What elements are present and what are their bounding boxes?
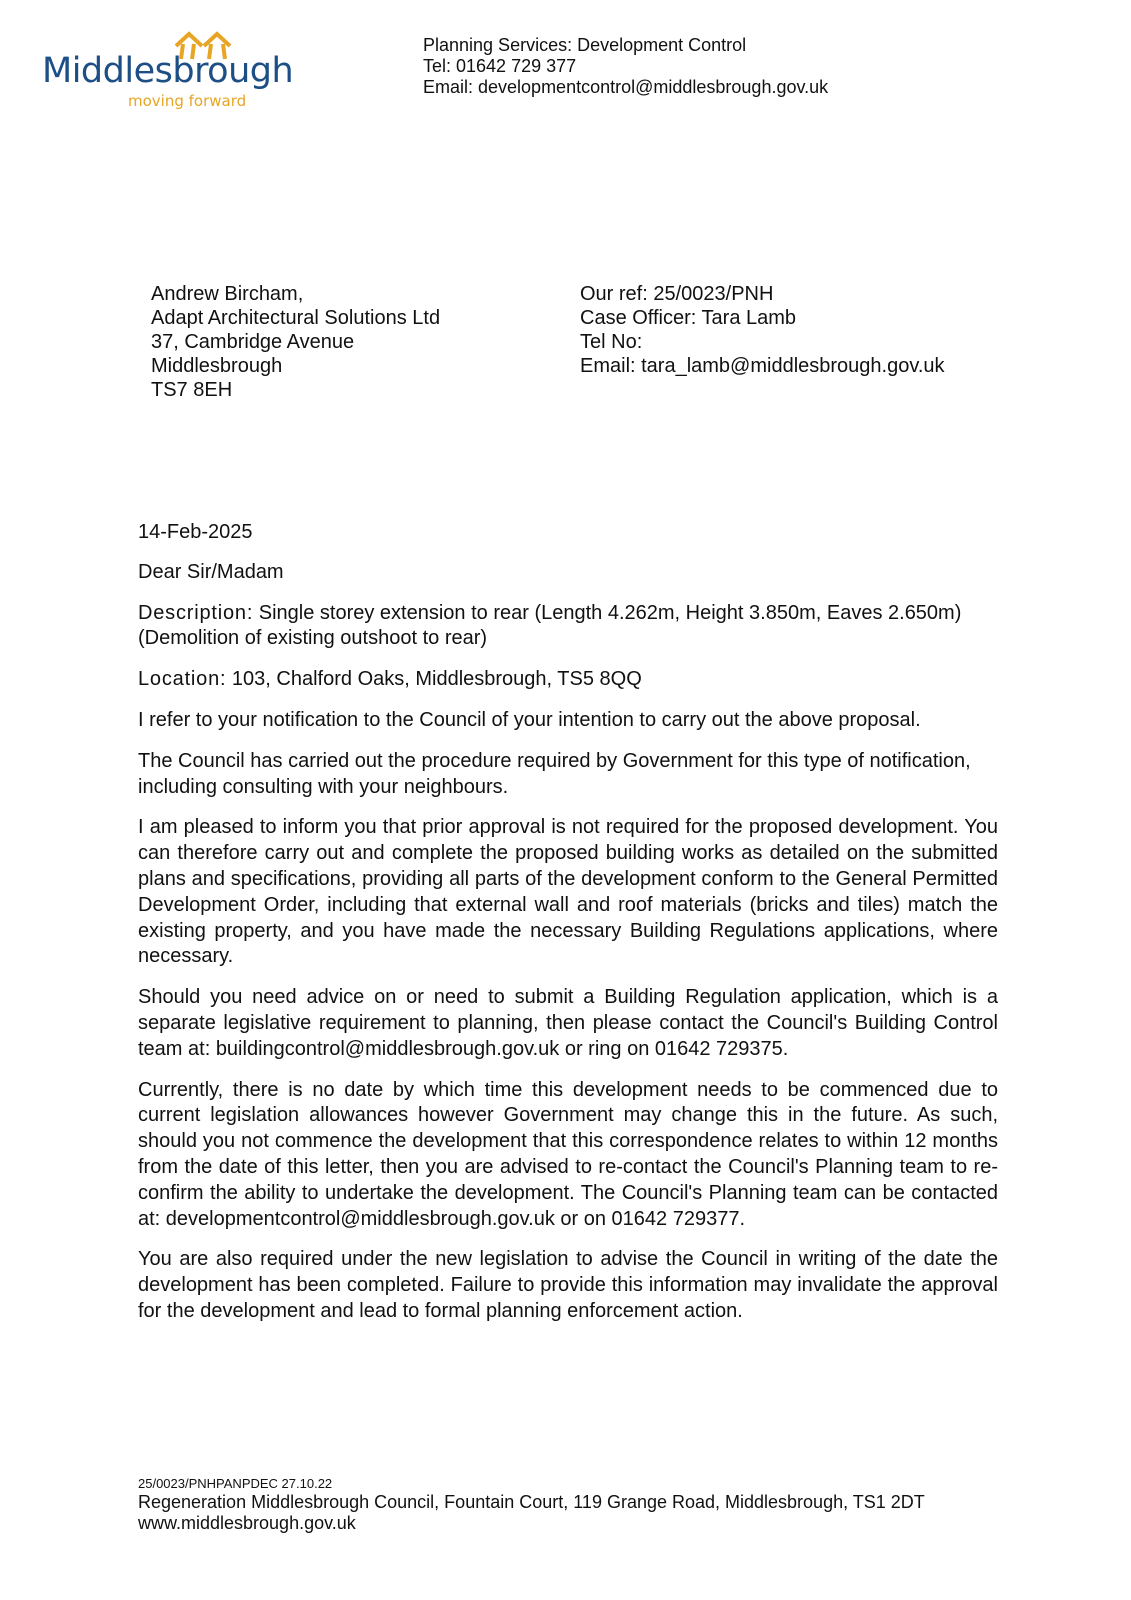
- description: [138, 601, 998, 653]
- location-text: 103, Chalford Oaks, Middlesbrough, TS5 8QQ: [226, 668, 642, 691]
- department-email: Email: developmentcontrol@middlesbrough.gov.uk: [423, 77, 829, 97]
- officer-email: Email: tara_lamb@middlesbrough.gov.uk: [580, 355, 945, 377]
- address-line: Andrew Bircham,: [151, 283, 304, 305]
- department-name: Planning Services: Development Control: [423, 35, 747, 55]
- case-officer: Case Officer: Tara Lamb: [580, 307, 797, 329]
- footer: [138, 1476, 925, 1534]
- address-line: 37, Cambridge Avenue: [151, 331, 355, 353]
- address-line: Adapt Architectural Solutions Ltd: [151, 307, 441, 329]
- address-line: Middlesbrough: [151, 355, 283, 377]
- letter-body: [138, 520, 998, 1340]
- tel-no: Tel No:: [580, 331, 643, 353]
- middlesbrough-logo: [40, 28, 300, 118]
- website-link[interactable]: www.middlesbrough.gov.uk: [138, 1513, 356, 1533]
- letter-date: 14-Feb-2025: [138, 521, 253, 543]
- location: [138, 667, 998, 693]
- paragraph-completion: You are also required under the new legislation to advise the Council in writing of the date the development has been completed. Failure to provide this information may invalidate the approval for the development and lead to formal planning enforcement action.: [138, 1248, 998, 1322]
- paragraph-procedure: The Council has carried out the procedure required by Government for this type of notification, including consulting with your neighbours.: [138, 749, 971, 798]
- location-label: Location:: [138, 668, 227, 691]
- paragraph-notification: I refer to your notification to the Council of your intention to carry out the above proposal.: [138, 708, 921, 731]
- our-ref: Our ref: 25/0023/PNH: [580, 283, 774, 305]
- paragraph-approval: I am pleased to inform you that prior approval is not required for the proposed development. You can therefore carry out and complete the proposed building works as detailed on the submitted plans and specifications, providing all parts of the development conform to the General Permitted Development Order, including that external wall and roof materials (bricks and tiles) match the existing property, and you have made the necessary Building Regulations applications, where necessary.: [138, 816, 998, 968]
- paragraph-building-regulation: Should you need advice on or need to submit a Building Regulation application, which is a separate legislative requirement to planning, then please contact the Council's Building Control team at: buildingcontrol@middlesbrough.gov.uk or ring on 01642 729375.: [138, 986, 998, 1060]
- department-tel: Tel: 01642 729 377: [423, 56, 577, 76]
- logo-tagline: moving forward: [128, 92, 247, 110]
- description-label: Description:: [138, 601, 254, 624]
- reference-block: [580, 282, 945, 378]
- paragraph-commencement: Currently, there is no date by which time this development needs to be commenced due to current legislation allowances however Government may change this in the future. As such, should you not commence the development that this correspondence relates to within 12 months from the date of this letter, then you are advised to re-contact the Council's Planning team to re-confirm the ability to undertake the development. The Council's Planning team can be contacted at: developmentcontrol@middlesbrough.gov.uk or on 01642 729377.: [138, 1078, 998, 1230]
- logo-wordmark: Middlesbrough: [42, 51, 294, 91]
- council-address: Regeneration Middlesbrough Council, Fountain Court, 119 Grange Road, Middlesbrough, TS1 2DT: [138, 1492, 925, 1512]
- description-text: Single storey extension to rear (Length 4.262m, Height 3.850m, Eaves 2.650m) (Demolition of existing outshoot to rear): [138, 601, 962, 650]
- document-code: 25/0023/PNHPANPDEC 27.10.22: [138, 1476, 333, 1491]
- address-line: TS7 8EH: [151, 379, 233, 401]
- recipient-address: [151, 282, 440, 402]
- salutation: Dear Sir/Madam: [138, 560, 284, 583]
- department-contact-block: [423, 35, 828, 98]
